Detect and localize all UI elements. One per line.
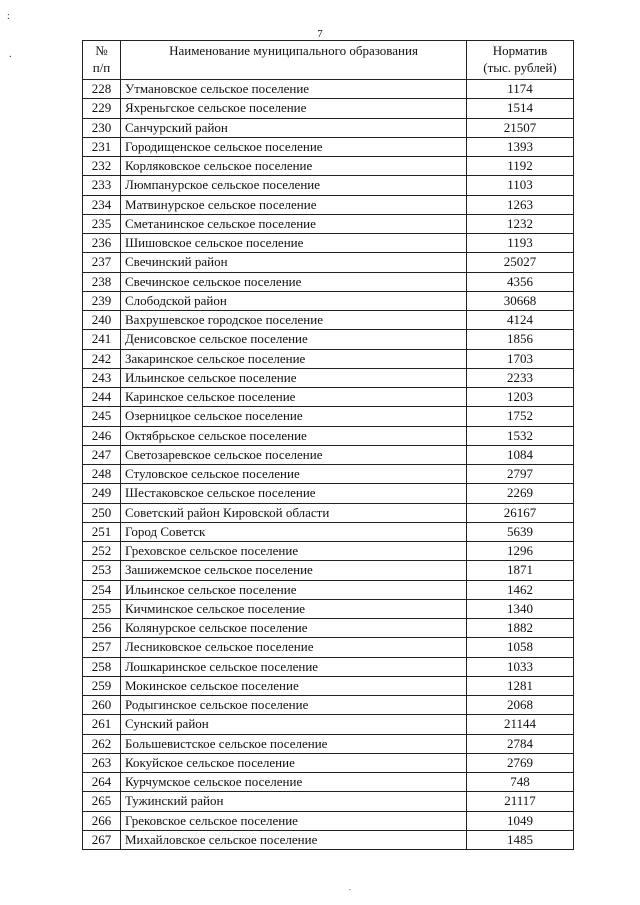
row-number: 237 [83, 253, 121, 272]
row-name: Ильинское сельское поселение [121, 368, 467, 387]
row-value: 21117 [467, 792, 574, 811]
table-row [83, 561, 574, 580]
row-value: 26167 [467, 503, 574, 522]
table-row [83, 137, 574, 156]
row-number: 258 [83, 657, 121, 676]
row-value: 1263 [467, 195, 574, 214]
row-value: 1752 [467, 407, 574, 426]
row-value: 2769 [467, 753, 574, 772]
row-name: Лошкаринское сельское поселение [121, 657, 467, 676]
row-name: Свечинское сельское поселение [121, 272, 467, 291]
row-number: 236 [83, 234, 121, 253]
row-name: Курчумское сельское поселение [121, 773, 467, 792]
row-number: 260 [83, 696, 121, 715]
row-name: Утмановское сельское поселение [121, 80, 467, 99]
row-number: 232 [83, 157, 121, 176]
row-value: 21144 [467, 715, 574, 734]
header-name [121, 41, 467, 80]
row-value: 1514 [467, 99, 574, 118]
row-name: Родыгинское сельское поселение [121, 696, 467, 715]
table-row [83, 580, 574, 599]
table-row [83, 503, 574, 522]
table-body [83, 80, 574, 850]
row-name: Городищенское сельское поселение [121, 137, 467, 156]
header-value-line2: (тыс. рублей) [483, 60, 557, 75]
row-number: 235 [83, 214, 121, 233]
table-header-row [83, 41, 574, 80]
header-number-line1: № [95, 43, 108, 58]
table-row [83, 368, 574, 387]
row-name: Зашижемское сельское поселение [121, 561, 467, 580]
table-row [83, 426, 574, 445]
table-row [83, 330, 574, 349]
margin-mark: . [9, 49, 12, 60]
header-value-line1: Норматив [492, 43, 548, 58]
row-name: Тужинский район [121, 792, 467, 811]
row-number: 252 [83, 542, 121, 561]
table-row [83, 253, 574, 272]
row-name: Закаринское сельское поселение [121, 349, 467, 368]
row-value: 2797 [467, 465, 574, 484]
row-name: Кичминское сельское поселение [121, 599, 467, 618]
row-number: 246 [83, 426, 121, 445]
row-name: Каринское сельское поселение [121, 388, 467, 407]
row-number: 257 [83, 638, 121, 657]
row-number: 239 [83, 291, 121, 310]
row-value: 4124 [467, 311, 574, 330]
row-value: 2269 [467, 484, 574, 503]
row-value: 1532 [467, 426, 574, 445]
row-value: 1296 [467, 542, 574, 561]
row-value: 1174 [467, 80, 574, 99]
row-value: 1033 [467, 657, 574, 676]
row-value: 30668 [467, 291, 574, 310]
row-value: 1193 [467, 234, 574, 253]
row-value: 2784 [467, 734, 574, 753]
table-row [83, 792, 574, 811]
row-number: 266 [83, 811, 121, 830]
page-number: 7 [317, 28, 323, 40]
row-name: Яхреньгское сельское поселение [121, 99, 467, 118]
row-value: 1882 [467, 619, 574, 638]
header-name-text: Наименование муниципального образования [169, 43, 418, 58]
row-number: 245 [83, 407, 121, 426]
row-value: 1856 [467, 330, 574, 349]
header-number [83, 41, 121, 80]
table-row [83, 542, 574, 561]
row-name: Советский район Кировской области [121, 503, 467, 522]
row-name: Шестаковское сельское поселение [121, 484, 467, 503]
header-value [467, 41, 574, 80]
row-name: Светозаревское сельское поселение [121, 445, 467, 464]
row-value: 1281 [467, 676, 574, 695]
row-value: 1058 [467, 638, 574, 657]
row-value: 1703 [467, 349, 574, 368]
row-number: 243 [83, 368, 121, 387]
row-number: 229 [83, 99, 121, 118]
row-name: Лесниковское сельское поселение [121, 638, 467, 657]
table-row [83, 157, 574, 176]
row-name: Кокуйское сельское поселение [121, 753, 467, 772]
table-row [83, 811, 574, 830]
row-number: 249 [83, 484, 121, 503]
row-value: 1049 [467, 811, 574, 830]
row-name: Санчурский район [121, 118, 467, 137]
table-row [83, 388, 574, 407]
row-number: 256 [83, 619, 121, 638]
row-value: 21507 [467, 118, 574, 137]
row-number: 259 [83, 676, 121, 695]
table-row [83, 99, 574, 118]
table-row [83, 234, 574, 253]
table-row [83, 715, 574, 734]
row-name: Стуловское сельское поселение [121, 465, 467, 484]
row-name: Грековское сельское поселение [121, 811, 467, 830]
row-number: 263 [83, 753, 121, 772]
row-number: 251 [83, 522, 121, 541]
table-row [83, 80, 574, 99]
row-value: 25027 [467, 253, 574, 272]
table-row [83, 214, 574, 233]
header-number-line2: п/п [92, 60, 111, 75]
table-row [83, 311, 574, 330]
table-row [83, 830, 574, 849]
table-row [83, 195, 574, 214]
row-value: 1485 [467, 830, 574, 849]
row-name: Греховское сельское поселение [121, 542, 467, 561]
row-name: Матвинурское сельское поселение [121, 195, 467, 214]
table-row [83, 619, 574, 638]
row-value: 1192 [467, 157, 574, 176]
table-row [83, 773, 574, 792]
row-number: 241 [83, 330, 121, 349]
row-number: 247 [83, 445, 121, 464]
row-number: 265 [83, 792, 121, 811]
table-row [83, 522, 574, 541]
table-row [83, 753, 574, 772]
row-number: 233 [83, 176, 121, 195]
row-number: 262 [83, 734, 121, 753]
table-row [83, 407, 574, 426]
table-row [83, 638, 574, 657]
margin-mark: . [349, 883, 351, 892]
table-row [83, 272, 574, 291]
row-name: Большевистское сельское поселение [121, 734, 467, 753]
row-value: 4356 [467, 272, 574, 291]
margin-mark: : [7, 11, 10, 22]
row-value: 1871 [467, 561, 574, 580]
table-row [83, 676, 574, 695]
row-name: Свечинский район [121, 253, 467, 272]
row-value: 2068 [467, 696, 574, 715]
row-number: 238 [83, 272, 121, 291]
row-number: 250 [83, 503, 121, 522]
row-value: 748 [467, 773, 574, 792]
norm-table [82, 40, 574, 850]
row-name: Корляковское сельское поселение [121, 157, 467, 176]
row-value: 1462 [467, 580, 574, 599]
row-number: 254 [83, 580, 121, 599]
row-number: 230 [83, 118, 121, 137]
row-number: 242 [83, 349, 121, 368]
row-name: Колянурское сельское поселение [121, 619, 467, 638]
row-name: Сметанинское сельское поселение [121, 214, 467, 233]
table-row [83, 176, 574, 195]
table-row [83, 349, 574, 368]
row-number: 264 [83, 773, 121, 792]
row-name: Мокинское сельское поселение [121, 676, 467, 695]
row-number: 240 [83, 311, 121, 330]
row-name: Шишовское сельское поселение [121, 234, 467, 253]
row-number: 267 [83, 830, 121, 849]
row-number: 261 [83, 715, 121, 734]
row-value: 1393 [467, 137, 574, 156]
table-row [83, 445, 574, 464]
row-name: Вахрушевское городское поселение [121, 311, 467, 330]
row-value: 1103 [467, 176, 574, 195]
table-row [83, 599, 574, 618]
row-value: 2233 [467, 368, 574, 387]
row-number: 253 [83, 561, 121, 580]
row-number: 228 [83, 80, 121, 99]
row-number: 244 [83, 388, 121, 407]
row-name: Озерницкое сельское поселение [121, 407, 467, 426]
row-name: Михайловское сельское поселение [121, 830, 467, 849]
table-row [83, 696, 574, 715]
row-value: 1340 [467, 599, 574, 618]
row-name: Октябрьское сельское поселение [121, 426, 467, 445]
row-value: 1084 [467, 445, 574, 464]
row-value: 1232 [467, 214, 574, 233]
row-name: Сунский район [121, 715, 467, 734]
table-row [83, 657, 574, 676]
row-value: 5639 [467, 522, 574, 541]
row-name: Денисовское сельское поселение [121, 330, 467, 349]
table-row [83, 734, 574, 753]
row-number: 248 [83, 465, 121, 484]
table-row [83, 118, 574, 137]
row-name: Город Советск [121, 522, 467, 541]
row-name: Ильинское сельское поселение [121, 580, 467, 599]
table-row [83, 465, 574, 484]
table-row [83, 291, 574, 310]
row-name: Люмпанурское сельское поселение [121, 176, 467, 195]
row-number: 234 [83, 195, 121, 214]
row-number: 255 [83, 599, 121, 618]
table-row [83, 484, 574, 503]
row-number: 231 [83, 137, 121, 156]
row-value: 1203 [467, 388, 574, 407]
row-name: Слободской район [121, 291, 467, 310]
